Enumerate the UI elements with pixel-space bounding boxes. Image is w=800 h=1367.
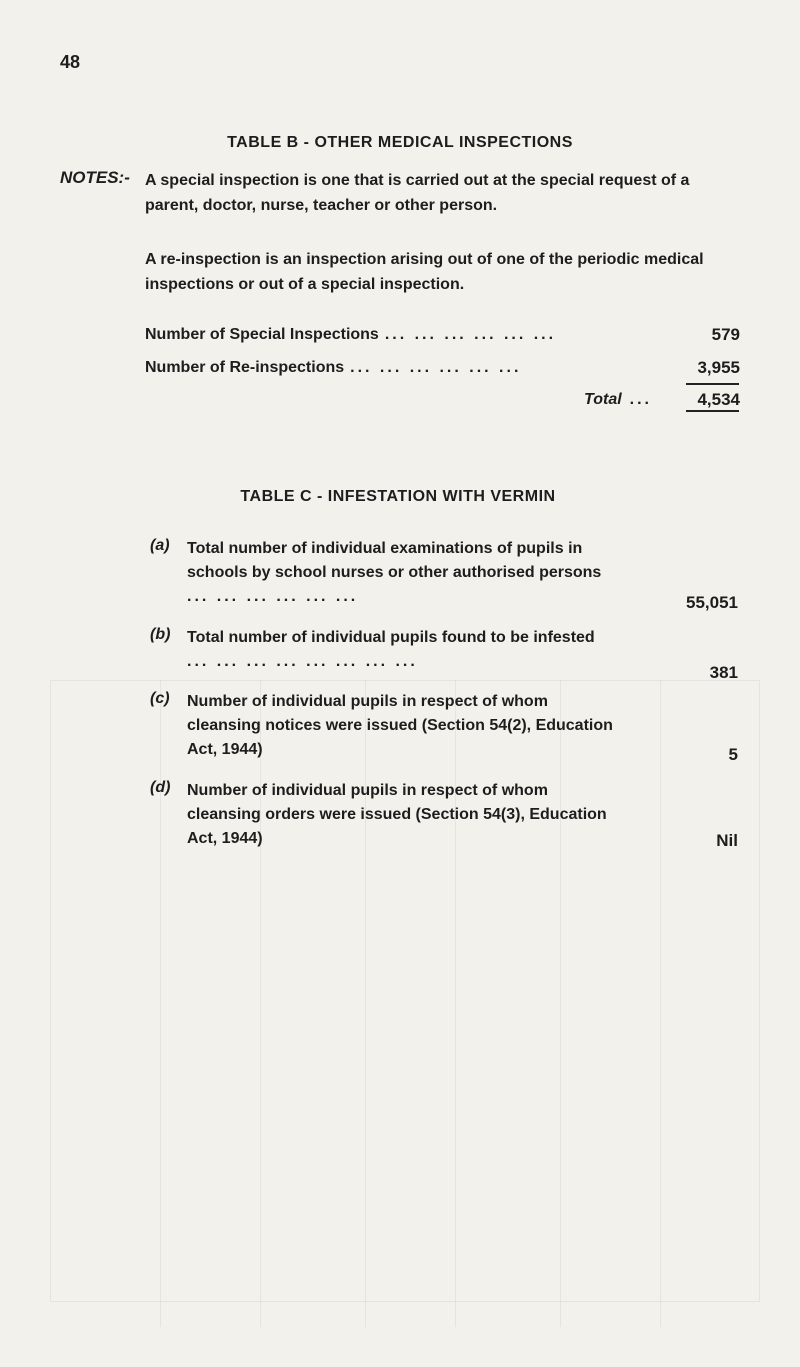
row-label: Number of Special Inspections	[145, 326, 379, 343]
total-rule-top	[686, 383, 739, 385]
item-letter: (c)	[150, 690, 170, 707]
row-value: 579	[711, 325, 740, 344]
item-text: Total number of individual examinations of pupils in schools by school nurses or other authorised persons	[187, 540, 602, 581]
item-c-text: Number of individual pupils in respect of whom cleansing notices were issued (Section 54(2), Education Act, 1944)	[187, 693, 613, 758]
item-b-text	[187, 626, 617, 674]
row-value: 3,955	[697, 358, 740, 377]
item-letter: (d)	[150, 779, 171, 796]
item-b-value: 381	[709, 663, 738, 682]
re-inspections-row	[145, 355, 740, 381]
notes-label: NOTES:-	[60, 168, 130, 187]
item-text: Total number of individual pupils found to be infested	[187, 629, 595, 646]
item-a-text	[187, 537, 617, 609]
leader-dots: ... ... ... ... ... ...	[384, 326, 557, 343]
item-d-text: Number of individual pupils in respect of whom cleansing orders were issued (Section 54(3), Education Act, 1944)	[187, 782, 607, 847]
total-rule-bottom	[686, 410, 739, 412]
item-letter: (b)	[150, 626, 171, 643]
bleed-through-line	[260, 680, 261, 1327]
leader-dots: ... ... ... ... ... ... ... ...	[187, 653, 418, 670]
bleed-through-line	[455, 680, 456, 1327]
leader-dots: ... ... ... ... ... ...	[350, 359, 522, 376]
note-special-inspection: A special inspection is one that is carried out at the special request of a parent, doctor, nurse, teacher or other person.	[145, 172, 690, 214]
row-label: Number of Re-inspections	[145, 359, 345, 376]
total-row	[145, 387, 740, 413]
bleed-through-line	[160, 680, 161, 1327]
page-number: 48	[60, 52, 81, 72]
total-value: 4,534	[697, 390, 740, 409]
item-a-value: 55,051	[686, 593, 738, 612]
item-letter: (a)	[150, 537, 170, 554]
item-c-value: 5	[728, 745, 738, 764]
bleed-through-grid	[50, 680, 760, 1302]
special-inspections-row	[145, 322, 740, 348]
item-d-value: Nil	[716, 831, 738, 850]
total-label: Total	[584, 391, 622, 408]
table-b-title: TABLE B - OTHER MEDICAL INSPECTIONS	[227, 134, 573, 151]
bleed-through-line	[660, 680, 661, 1327]
note-re-inspection: A re-inspection is an inspection arising out of one of the periodic medical inspections or out of a special inspection.	[145, 251, 704, 293]
leader-dots: ... ... ... ... ... ...	[187, 588, 359, 605]
bleed-through-line	[365, 680, 366, 1327]
bleed-through-line	[560, 680, 561, 1327]
leader-dots: ...	[629, 391, 652, 408]
table-c-title: TABLE C - INFESTATION WITH VERMIN	[240, 488, 556, 505]
